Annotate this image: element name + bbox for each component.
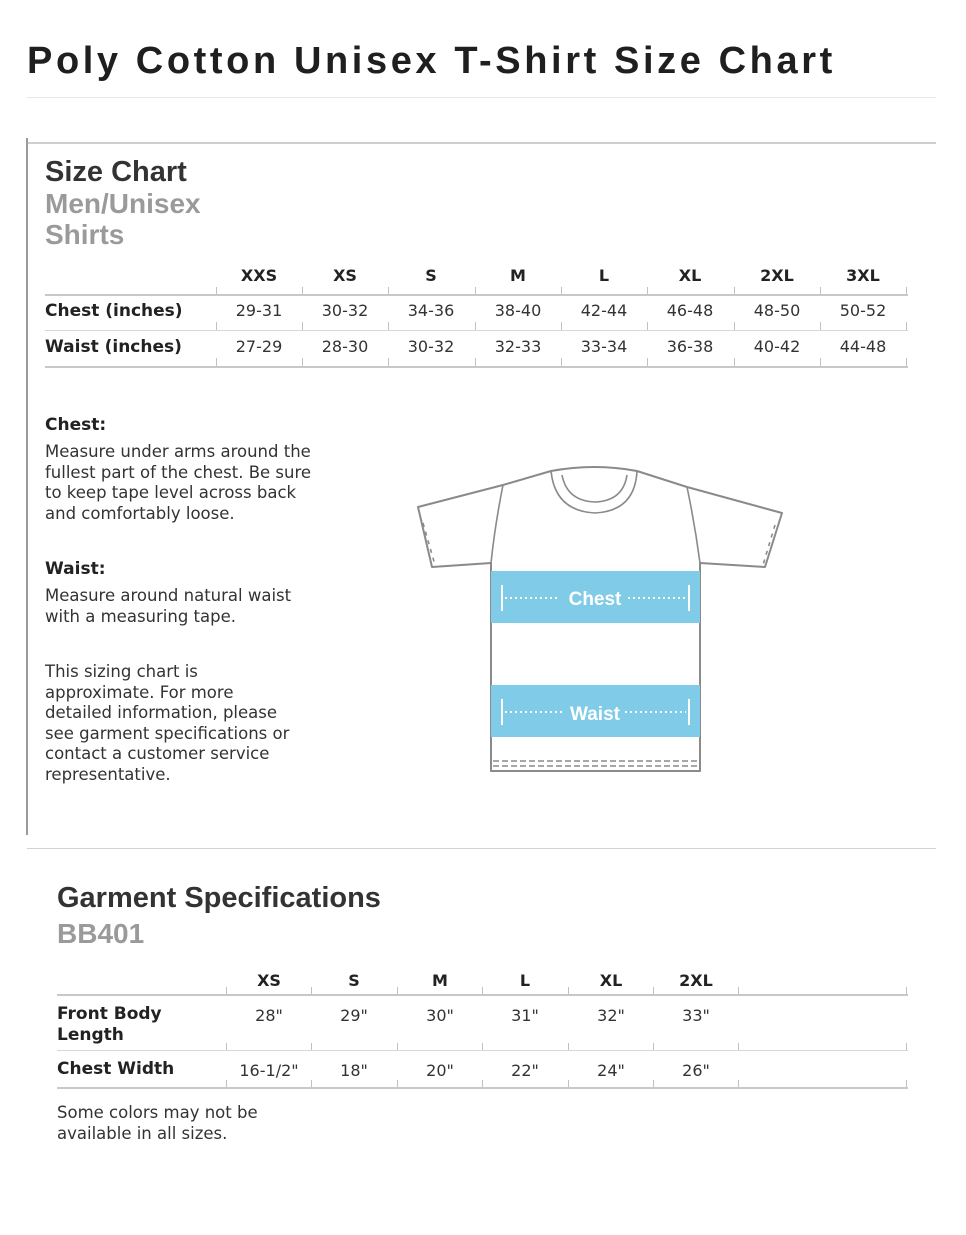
waist-instruction-text	[45, 586, 291, 627]
size-cell: 30-32	[407, 337, 455, 356]
size-cell: 28-30	[321, 337, 369, 356]
garment-cell: 32"	[597, 1006, 625, 1025]
garment-cell: 30"	[426, 1006, 454, 1025]
column-divider	[475, 358, 476, 366]
size-header-2xl: 2XL	[760, 266, 794, 285]
size-cell: 27-29	[235, 337, 283, 356]
size-header-3xl: 3XL	[846, 266, 880, 285]
size-cell: 44-48	[839, 337, 887, 356]
size-cell: 40-42	[753, 337, 801, 356]
column-divider	[216, 322, 217, 330]
garment-specs-title: Garment Specifications	[57, 882, 381, 914]
size-cell: 30-32	[321, 301, 369, 320]
section-divider	[27, 848, 936, 849]
size-cell: 32-33	[494, 337, 542, 356]
garment-cell: 22"	[511, 1061, 539, 1080]
column-divider	[820, 358, 821, 366]
sizing-note-line: contact a customer service	[45, 744, 270, 763]
garment-code: BB401	[57, 918, 145, 949]
size-header-xxs: XXS	[240, 266, 278, 285]
chest-band-label: Chest	[568, 589, 622, 610]
panel-top-border	[27, 142, 936, 144]
size-row-label-chest: Chest (inches)	[45, 301, 183, 321]
size-bottom-rule	[45, 366, 908, 368]
column-divider	[906, 358, 907, 366]
size-cell: 36-38	[666, 337, 714, 356]
garment-cell: 24"	[597, 1061, 625, 1080]
chest-instruction-text	[45, 442, 311, 524]
garment-row-label-line: Front Body	[57, 1004, 162, 1024]
column-divider	[647, 322, 648, 330]
garment-header-2xl: 2XL	[679, 971, 713, 990]
column-divider	[820, 322, 821, 330]
column-divider	[561, 358, 562, 366]
size-cell: 29-31	[235, 301, 283, 320]
garment-cell: 29"	[340, 1006, 368, 1025]
garment-row-rule	[57, 1050, 908, 1051]
size-header-l: L	[598, 266, 610, 285]
column-divider	[734, 358, 735, 366]
panel-left-border	[26, 138, 28, 835]
sizing-note-line: see garment specifications or	[45, 723, 290, 743]
column-divider	[216, 358, 217, 366]
column-divider	[734, 322, 735, 330]
garment-header-xl: XL	[599, 971, 623, 990]
column-divider	[906, 322, 907, 330]
sizing-note-line: detailed information, please	[45, 703, 278, 722]
waist-instruction-line: with a measuring tape.	[45, 606, 236, 626]
chest-instruction-line: to keep tape level across back	[45, 483, 297, 502]
chest-instruction-label: Chest:	[45, 415, 107, 435]
size-chart-subtitle-gender: Men/Unisex	[45, 188, 201, 219]
size-row-rule	[45, 330, 908, 331]
title-divider	[27, 97, 936, 98]
garment-cell: 31"	[511, 1006, 539, 1025]
size-cell: 34-36	[407, 301, 455, 320]
column-divider	[475, 322, 476, 330]
size-row-label-waist: Waist (inches)	[45, 337, 182, 357]
size-cell: 38-40	[494, 301, 542, 320]
size-chart-subtitle-type: Shirts	[45, 219, 125, 250]
size-cell: 48-50	[753, 301, 801, 320]
availability-note-line: available in all sizes.	[57, 1123, 228, 1143]
garment-header-l: L	[519, 971, 531, 990]
garment-cell: 26"	[682, 1061, 710, 1080]
column-divider	[302, 322, 303, 330]
garment-cell: 18"	[340, 1061, 368, 1080]
sizing-note-line: approximate. For more	[45, 682, 234, 702]
sizing-note-line: This sizing chart is	[45, 662, 198, 681]
garment-cell: 20"	[426, 1061, 454, 1080]
garment-cell: 16-1/2"	[239, 1061, 299, 1080]
garment-row-label-line: Length	[57, 1025, 124, 1045]
waist-instruction-line: Measure around natural waist	[45, 586, 292, 605]
column-divider	[302, 358, 303, 366]
garment-row-label-chest-width: Chest Width	[57, 1059, 175, 1079]
availability-note	[57, 1103, 258, 1144]
garment-bottom-rule	[57, 1087, 908, 1089]
garment-cell: 33"	[682, 1006, 710, 1025]
size-cell: 46-48	[666, 301, 714, 320]
column-divider	[388, 358, 389, 366]
size-cell: 50-52	[839, 301, 887, 320]
column-divider	[561, 322, 562, 330]
column-divider	[647, 358, 648, 366]
tshirt-diagram	[415, 465, 785, 775]
size-cell: 42-44	[580, 301, 628, 320]
availability-note-line: Some colors may not be	[57, 1103, 258, 1122]
chest-instruction-line: fullest part of the chest. Be sure	[45, 462, 312, 482]
column-divider	[388, 322, 389, 330]
waist-band-label: Waist	[570, 704, 620, 725]
garment-row-label-length	[57, 1004, 162, 1046]
garment-header-xs: XS	[257, 971, 281, 990]
sizing-note-line: representative.	[45, 764, 171, 784]
garment-header-m: M	[432, 971, 448, 990]
garment-header-rule	[57, 994, 908, 996]
size-header-xl: XL	[678, 266, 702, 285]
size-cell: 33-34	[580, 337, 628, 356]
waist-instruction-label: Waist:	[45, 559, 106, 579]
size-header-rule	[45, 294, 908, 296]
size-chart-title: Size Chart	[45, 156, 187, 188]
size-header-s: S	[425, 266, 437, 285]
sizing-note-text	[45, 662, 289, 785]
page-title: Poly Cotton Unisex T-Shirt Size Chart	[27, 40, 836, 82]
garment-cell: 28"	[255, 1006, 283, 1025]
chest-instruction-line: Measure under arms around the	[45, 442, 311, 461]
garment-header-s: S	[348, 971, 360, 990]
chest-instruction-line: and comfortably loose.	[45, 503, 235, 523]
size-header-xs: XS	[333, 266, 357, 285]
size-header-m: M	[510, 266, 526, 285]
